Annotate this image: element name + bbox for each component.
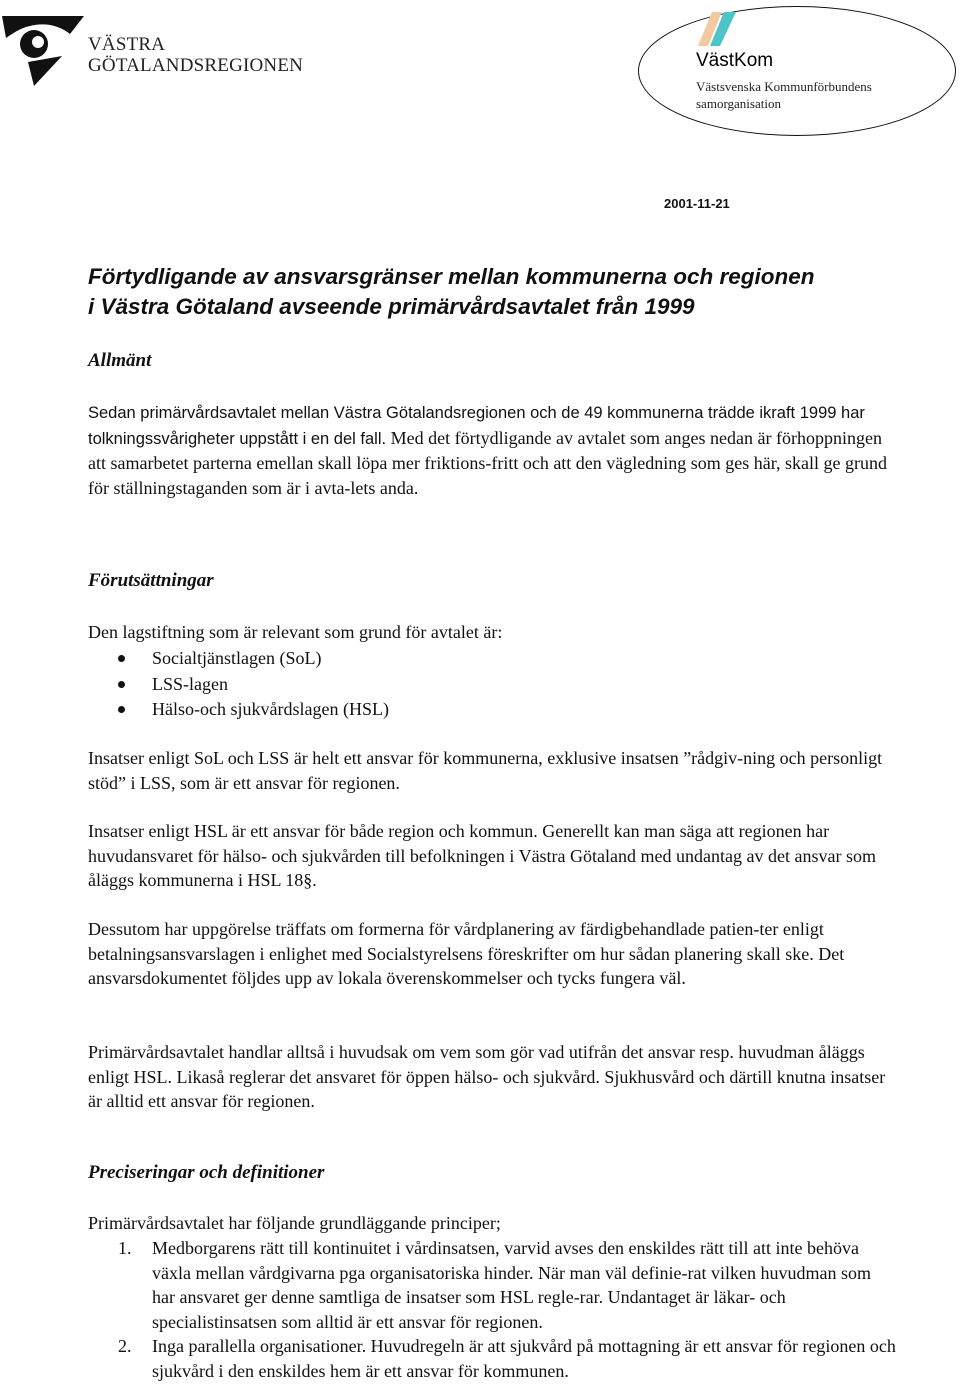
vastkom-name: VästKom <box>696 50 774 71</box>
bullet-icon <box>118 655 125 662</box>
document-date: 2001-11-21 <box>664 196 730 211</box>
vgr-logo-line1: VÄSTRA <box>88 34 166 55</box>
title-line1: Förtydligande av ansvarsgränser mellan kommunerna och regionen <box>88 264 815 289</box>
heading-forutsattningar: Förutsättningar <box>88 570 214 591</box>
list-item-number: 2. <box>118 1336 132 1357</box>
paragraph-vardplanering: Dessutom har uppgörelse träffats om formerna för vårdplanering av färdigbehandlade patien-ter enligt betalningsansvarslagen i enlighet med Socialstyrelsens föreskrifter om hur sådan planering skall ske. Det ansvarsdokumentet följdes upp av lokala överenskommelser och tycks fungera väl. <box>88 919 845 989</box>
title-line2: i Västra Götaland avseende primärvårdsavtalet från 1999 <box>88 294 695 319</box>
preciseringar-intro: Primärvårdsavtalet har följande grundläggande principer; <box>88 1213 501 1233</box>
list-item-number: 1. <box>118 1238 132 1258</box>
heading-preciseringar: Preciseringar och definitioner <box>88 1162 325 1183</box>
paragraph-primarvardsavtalet: Primärvårdsavtalet handlar alltså i huvudsak om vem som gör vad utifrån det ansvar resp. huvudman åläggs enligt HSL. Likaså reglerar det ansvaret för öppen hälso- och sjukvård. Sjukhusvård och därtill knutna insatser är alltid ett ansvar för regionen. <box>88 1042 886 1112</box>
paragraph-hsl: Insatser enligt HSL är ett ansvar för både region och kommun. Generellt kan man säga att regionen har huvudansvaret för hälso- och sjukvården till befolkningen i Västra Götaland med undantag av det ansvar som åläggs kommunerna i HSL 18§. <box>88 821 876 891</box>
list-item <box>118 1236 898 1334</box>
bullet-icon <box>118 706 125 713</box>
forutsattningar-intro: Den lagstiftning som är relevant som grund för avtalet är: <box>88 622 503 642</box>
vgr-logo-text <box>88 34 303 76</box>
allmant-sentence-1: Sedan primärvårdsavtalet mellan Västra Götalandsregionen och de 49 kommunerna trädde ikraft 1999 har tolkningssvårigheter uppstått i en del fall. <box>88 404 865 448</box>
vgr-logo-line2: GÖTALANDSREGIONEN <box>88 55 304 76</box>
bullet-icon <box>118 681 125 688</box>
list-item-label: LSS-lagen <box>152 673 228 694</box>
paragraph-sol-lss: Insatser enligt SoL och LSS är helt ett ansvar för kommunerna, exklusive insatsen ”rådgiv-ning och personligt stöd” i LSS, som är ett ansvar för regionen. <box>88 748 883 793</box>
principles-list <box>118 1236 898 1384</box>
paragraph-allmant <box>88 400 898 500</box>
vgr-logo-icon <box>0 8 86 90</box>
list-item-label: Hälso-och sjukvårdslagen (HSL) <box>152 699 389 719</box>
list-item-text: Inga parallella organisationer. Huvudregeln är att sjukvård på mottagning är ett ansvar för regionen och sjukvård i den enskildes hem är ett ansvar för kommunen. <box>152 1336 896 1381</box>
document-title <box>88 262 908 322</box>
law-list <box>118 646 389 723</box>
list-item <box>118 646 389 672</box>
vastkom-oval <box>638 6 956 136</box>
list-item <box>118 672 389 698</box>
list-item-text: Medborgarens rätt till kontinuitet i vårdinsatsen, varvid avses den enskildes rätt till att inte behöva växla mellan vårdgivarna pga organisatoriska hinder. När man väl definie-rat vilken huvudman som har ansvaret ger denne samtliga de insatser som HSL regle-rar. Undantaget är läkar- och specialistinsatsen som alltid är ett ansvar för regionen. <box>152 1238 871 1332</box>
heading-allmant: Allmänt <box>88 350 152 371</box>
list-item <box>118 1334 898 1383</box>
vastkom-subtitle: Västsvenska Kommunförbundens samorganisation <box>696 79 872 111</box>
list-item-label: Socialtjänstlagen (SoL) <box>152 648 322 668</box>
list-item <box>118 697 389 723</box>
allmant-sentence-2: Med det förtydligande av avtalet som anges nedan är förhoppningen att samarbetet parterna emellan skall löpa mer friktions-fritt och att den vägledning som ges här, skall ge grund för ställningstaganden som är i avta-lets anda. <box>88 427 888 498</box>
vastkom-logo-icon <box>698 10 742 48</box>
